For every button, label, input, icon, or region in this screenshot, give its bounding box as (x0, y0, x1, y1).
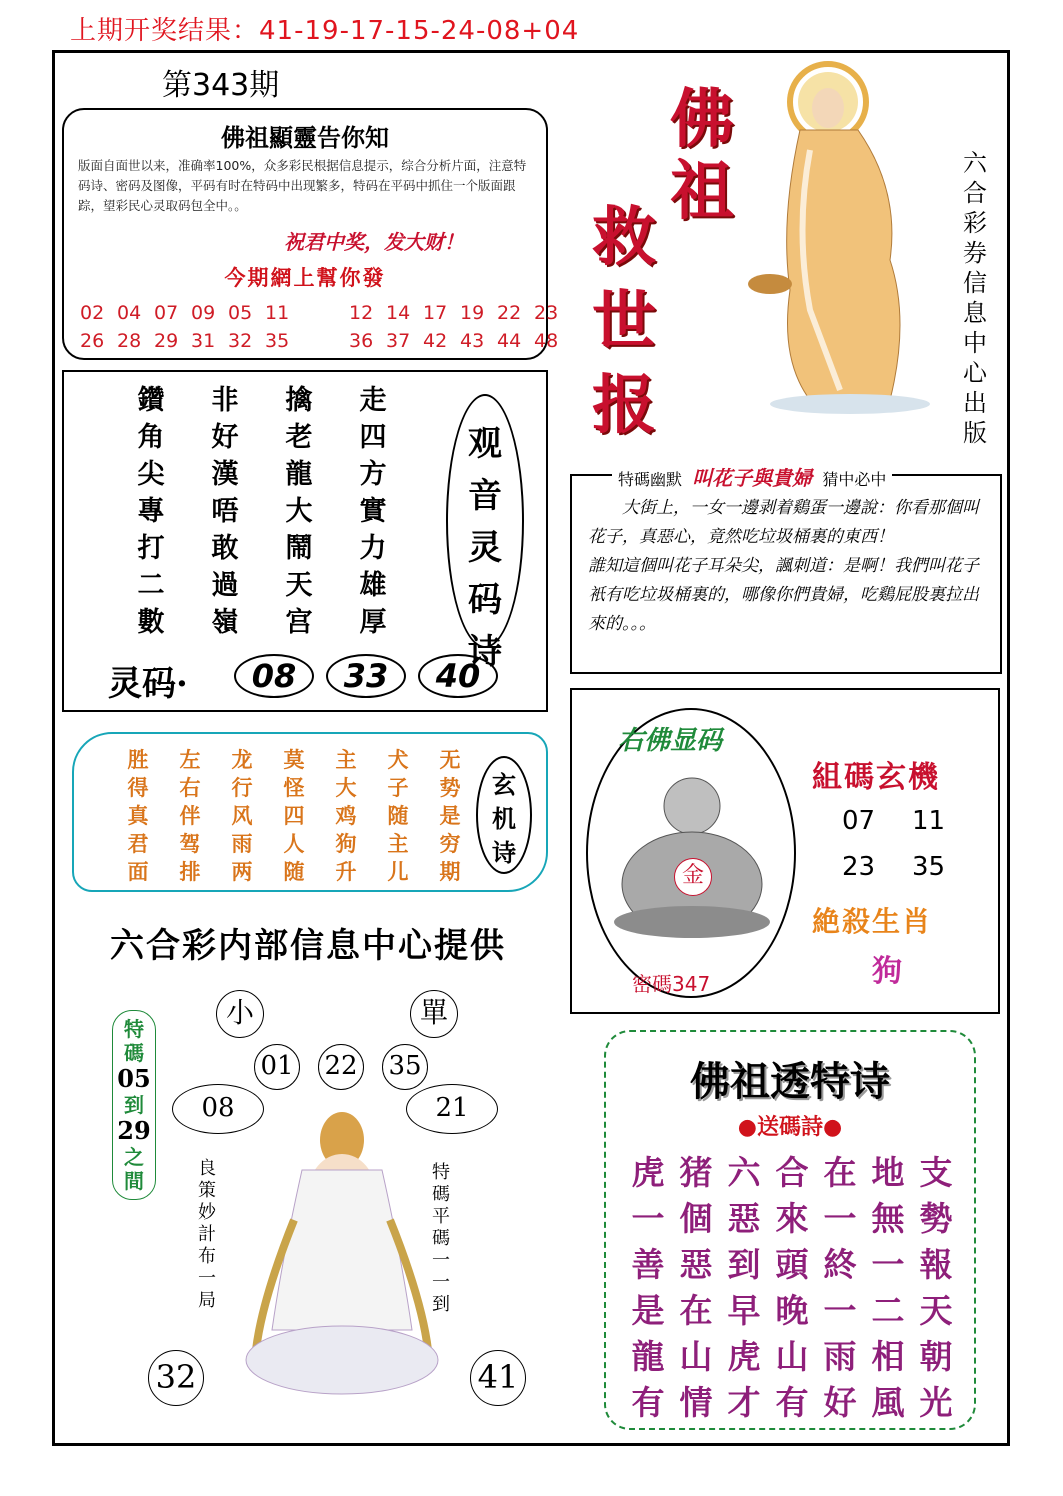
guanyin-title (448, 418, 522, 678)
tts-char: 善 (631, 1245, 665, 1284)
xuanji-char: 穷 (439, 831, 461, 856)
xuanji-char: 犬 (387, 747, 409, 772)
xuanji-char: 无 (439, 747, 461, 772)
tts-char: 在 (679, 1291, 713, 1330)
number-circle: 01 (254, 1044, 300, 1090)
number-circle: 41 (470, 1350, 526, 1406)
number-circle: 22 (318, 1044, 364, 1090)
xuanji-title-char: 诗 (492, 839, 516, 867)
tts-char: 勢 (919, 1199, 953, 1238)
poem-char: 專 (137, 496, 165, 527)
title-char: 世 (592, 284, 656, 359)
tts-subtitle: ●送碼詩● (737, 1115, 843, 1140)
ling-ma-number: 08 (234, 654, 314, 698)
side-right-char: 到 (432, 1294, 450, 1315)
tts-char: 支 (919, 1153, 953, 1192)
humor-paragraph: 大街上，一女一邊剥着鷄蛋一邊說：你看那個叫花子，真惡心，竟然吃垃圾桶裏的東西！ (588, 498, 979, 547)
num: 22 (497, 302, 522, 324)
tts-char: 才 (727, 1383, 761, 1422)
xuanji-char: 两 (231, 859, 253, 884)
publisher-char: 六 (963, 149, 987, 177)
side-right-char: 一 (432, 1272, 450, 1293)
poem-char: 四 (359, 422, 387, 453)
poem-char: 老 (285, 422, 313, 453)
tts-char: 合 (775, 1153, 809, 1192)
humor-title (612, 462, 892, 491)
publisher-char: 息 (963, 299, 987, 327)
tts-char: 個 (679, 1199, 713, 1238)
jusha-value: 狗 (872, 954, 902, 989)
wish-text: 祝君中奖，发大财！ (284, 230, 464, 254)
poem-char: 數 (137, 607, 165, 638)
num: 48 (534, 330, 559, 352)
publisher-char: 券 (963, 239, 987, 267)
side-left-char: 良 (198, 1158, 216, 1179)
te-ma-start: 05 (117, 1064, 151, 1093)
te-ma-end: 29 (117, 1116, 151, 1145)
poem-char: 唔 (211, 496, 239, 527)
xuanji-title-char: 玄 (492, 771, 516, 799)
xuanji-char: 行 (231, 775, 253, 800)
tts-char: 報 (919, 1245, 953, 1284)
xuanji-char: 鸡 (335, 803, 357, 828)
tts-grid (624, 1150, 960, 1426)
xuanji-char: 伴 (179, 803, 201, 828)
tts-char: 一 (823, 1199, 857, 1238)
tts-char: 龍 (631, 1337, 665, 1376)
poem-char: 好 (211, 422, 239, 453)
side-right-char: 一 (432, 1250, 450, 1271)
poem-char: 擒 (285, 385, 313, 416)
ling-ma-number: 40 (418, 654, 498, 698)
poem-char: 漢 (211, 459, 239, 490)
num: 17 (423, 302, 448, 324)
poem-char: 敢 (211, 533, 239, 564)
publisher-char: 心 (963, 359, 987, 387)
num: 44 (497, 330, 522, 352)
num: 07 (154, 302, 179, 324)
side-right-char: 特 (432, 1162, 450, 1183)
humor-story-title: 叫花子與貴婦 (692, 466, 813, 490)
title-jiushibao (584, 196, 664, 448)
num: 19 (460, 302, 485, 324)
buddha-oval (586, 708, 796, 998)
tts-char: 是 (631, 1291, 665, 1330)
num: 04 (117, 302, 142, 324)
humor-box (570, 466, 1002, 674)
tts-char: 無 (871, 1199, 905, 1238)
issue-number: 第343期 (162, 68, 280, 103)
num: 05 (228, 302, 253, 324)
xuanji-title-char: 机 (492, 805, 516, 833)
side-text-right (430, 1162, 452, 1316)
tts-char: 六 (727, 1153, 761, 1192)
side-right-char: 碼 (432, 1184, 450, 1205)
xuanji-char: 得 (127, 775, 149, 800)
side-left-char: 一 (198, 1268, 216, 1289)
te-ma-char: 特 (124, 1017, 144, 1041)
poem-char: 雄 (359, 570, 387, 601)
poem-char: 宫 (285, 607, 313, 638)
buddha-arc-title: 右佛显码 (618, 726, 723, 756)
zuma-num: 23 (842, 852, 876, 882)
poem-char: 嶺 (211, 607, 239, 638)
publisher-char: 版 (963, 419, 987, 447)
tts-char: 惡 (727, 1199, 761, 1238)
num: 31 (191, 330, 216, 352)
tts-char: 一 (631, 1199, 665, 1238)
tts-char: 早 (727, 1291, 761, 1330)
jusha-title: 絶殺生肖 (812, 905, 933, 938)
tts-char: 終 (823, 1245, 857, 1284)
te-ma-char: 到 (124, 1093, 144, 1117)
tts-char: 朝 (919, 1337, 953, 1376)
side-left-char: 妙 (198, 1202, 216, 1223)
num: 14 (386, 302, 411, 324)
num: 11 (265, 302, 290, 324)
zuma-num: 35 (912, 852, 946, 882)
num: 26 (80, 330, 105, 352)
xuanji-char: 大 (335, 775, 357, 800)
title-char: 祖 (670, 154, 734, 229)
side-left-char: 布 (198, 1246, 216, 1267)
xuanji-grid (112, 746, 476, 886)
tts-char: 光 (919, 1383, 953, 1422)
guanyin-standing-image (740, 60, 950, 420)
poem-char: 力 (359, 533, 387, 564)
publisher-vertical (958, 148, 992, 448)
xuanji-char: 莫 (283, 747, 305, 772)
notice-title: 佛祖顯靈告你知 (221, 123, 389, 152)
poem-char: 天 (285, 570, 313, 601)
zuma-numbers (842, 798, 982, 890)
xuanji-char: 胜 (127, 747, 149, 772)
tts-char: 山 (775, 1337, 809, 1376)
num: 28 (117, 330, 142, 352)
zuma-title: 組碼玄機 (812, 760, 940, 795)
guanyin-title-char: 码 (468, 580, 502, 620)
guanyin-title-char: 观 (468, 424, 502, 464)
te-ma-char: 之 (124, 1145, 144, 1169)
side-right-char: 平 (432, 1206, 450, 1227)
side-left-char: 局 (198, 1290, 216, 1311)
notice-box (62, 108, 559, 360)
tts-char: 情 (679, 1383, 713, 1422)
tts-char: 地 (871, 1153, 905, 1192)
num: 36 (349, 330, 374, 352)
xuanji-char: 是 (439, 803, 461, 828)
xuanji-char: 势 (439, 775, 461, 800)
tts-char: 風 (871, 1383, 905, 1422)
xuanji-char: 真 (127, 803, 149, 828)
poem-char: 角 (137, 422, 165, 453)
xuanji-char: 左 (179, 747, 201, 772)
poem-char: 實 (359, 496, 387, 527)
xuanji-char: 四 (283, 803, 305, 828)
tts-char: 來 (775, 1199, 809, 1238)
tts-char: 虎 (727, 1337, 761, 1376)
tts-char: 虎 (631, 1153, 665, 1192)
te-ma-range (112, 1010, 156, 1200)
te-ma-char: 碼 (124, 1041, 144, 1065)
last-result (70, 10, 579, 47)
tts-char: 有 (775, 1383, 809, 1422)
tts-char: 猪 (679, 1153, 713, 1192)
xuanji-char: 升 (335, 859, 357, 884)
poem-char: 過 (211, 570, 239, 601)
tts-title: 佛祖透特诗 (690, 1058, 890, 1105)
poem-char: 二 (137, 570, 165, 601)
xuanji-char: 主 (335, 747, 357, 772)
xuanji-char: 怪 (283, 775, 305, 800)
tts-char: 好 (823, 1383, 857, 1422)
side-right-char: 碼 (432, 1228, 450, 1249)
poem-char: 鑽 (137, 385, 165, 416)
num: 29 (154, 330, 179, 352)
side-left-char: 計 (198, 1224, 216, 1245)
poem-char: 鬧 (285, 533, 313, 564)
tts-char: 山 (679, 1337, 713, 1376)
tts-char: 到 (727, 1245, 761, 1284)
side-text-left (196, 1158, 218, 1312)
publisher-char: 合 (963, 179, 987, 207)
number-circle: 35 (382, 1044, 428, 1090)
poem-char: 大 (285, 496, 313, 527)
xuanji-char: 君 (127, 831, 149, 856)
tts-char: 晚 (775, 1291, 809, 1330)
guanyin-title-char: 音 (468, 476, 502, 516)
num: 43 (460, 330, 485, 352)
te-ma-char: 間 (124, 1169, 144, 1193)
net-title: 今期網上幫你發 (224, 265, 386, 290)
xuanji-char: 随 (387, 803, 409, 828)
number-row-2 (80, 330, 571, 352)
zuma-num: 11 (912, 806, 946, 836)
humor-label: 特碼幽默 (618, 470, 683, 489)
humor-hint: 猜中必中 (822, 470, 887, 489)
side-left-char: 策 (198, 1180, 216, 1201)
tts-char: 一 (871, 1245, 905, 1284)
last-result-label: 上期开奖结果： (70, 16, 260, 46)
secret-code: 密碼347 (632, 972, 711, 996)
tou-te-shi-box (604, 1030, 976, 1430)
guanyin-seated-image (232, 1100, 452, 1400)
poem-char: 龍 (285, 459, 313, 490)
poem-char: 打 (137, 533, 165, 564)
publisher-char: 信 (963, 269, 987, 297)
tts-char: 頭 (775, 1245, 809, 1284)
last-result-value: 41-19-17-15-24-08+04 (259, 16, 580, 46)
xuanji-char: 风 (231, 803, 253, 828)
humor-body (588, 494, 990, 639)
tts-char: 雨 (823, 1337, 857, 1376)
poem-char: 尖 (137, 459, 165, 490)
xuanji-char: 面 (127, 859, 149, 884)
small-badge: 小 (216, 990, 264, 1038)
zuma-num: 07 (842, 806, 876, 836)
guanyin-title-oval (446, 394, 524, 672)
publisher-char: 中 (963, 329, 987, 357)
num: 12 (349, 302, 374, 324)
tts-char: 惡 (679, 1245, 713, 1284)
num: 35 (265, 330, 290, 352)
num: 23 (534, 302, 559, 324)
xuanji-char: 主 (387, 831, 409, 856)
tts-char: 天 (919, 1291, 953, 1330)
buddha-box (570, 688, 1000, 1014)
poem-char: 走 (359, 385, 387, 416)
num: 02 (80, 302, 105, 324)
number-circle: 21 (406, 1084, 498, 1134)
number-row-1 (80, 302, 571, 324)
num: 37 (386, 330, 411, 352)
ling-ma-number: 33 (326, 654, 406, 698)
num: 09 (191, 302, 216, 324)
number-circle: 08 (172, 1084, 264, 1134)
single-badge: 單 (410, 990, 458, 1038)
laughing-buddha-image (610, 772, 774, 942)
tts-char: 在 (823, 1153, 857, 1192)
humor-paragraph: 誰知這個叫花子耳朵尖，諷刺道：是啊！我們叫花子衹有吃垃圾桶裏的，哪像你們貴婦，吃鷄屁股裏拉出來的。。。 (588, 556, 979, 634)
title-char: 报 (592, 368, 656, 443)
tts-char: 有 (631, 1383, 665, 1422)
guanyin-title-char: 诗 (468, 632, 502, 672)
title-char: 救 (592, 200, 656, 275)
xuanji-char: 雨 (231, 831, 253, 856)
tts-char: 一 (823, 1291, 857, 1330)
xuanji-char: 右 (179, 775, 201, 800)
xuanji-scroll (72, 732, 548, 892)
poem-char: 非 (211, 385, 239, 416)
xuanji-char: 驾 (179, 831, 201, 856)
tts-char: 相 (871, 1337, 905, 1376)
publisher-char: 彩 (963, 209, 987, 237)
publisher-char: 出 (963, 389, 987, 417)
notice-body: 版面自面世以来，准确率100%，众多彩民根据信息提示，综合分析片面，注意特码诗、密码及图像，平码有时在特码中出现繁多，特码在平码中抓住一个版面跟踪，望彩民心灵取码包全中。。 (78, 158, 527, 213)
tts-char: 二 (871, 1291, 905, 1330)
xuanji-char: 人 (283, 831, 305, 856)
xuanji-char: 期 (439, 859, 461, 884)
provider-text: 六合彩内部信息中心提供 (110, 926, 506, 966)
title-fozu (662, 84, 742, 228)
poem-char: 方 (359, 459, 387, 490)
title-char: 佛 (670, 82, 734, 157)
poem-grid (114, 382, 410, 641)
poem-char: 厚 (359, 607, 387, 638)
poem-box (62, 370, 548, 712)
gold-badge: 金 (674, 858, 712, 896)
xuanji-title (476, 756, 532, 874)
num: 32 (228, 330, 253, 352)
xuanji-char: 龙 (231, 747, 253, 772)
xuanji-char: 狗 (335, 831, 357, 856)
xuanji-char: 随 (283, 859, 305, 884)
num: 42 (423, 330, 448, 352)
ling-ma-label: 灵码· (108, 664, 188, 704)
xuanji-char: 排 (179, 859, 201, 884)
number-circle: 32 (148, 1350, 204, 1406)
xuanji-char: 子 (387, 775, 409, 800)
guanyin-title-char: 灵 (468, 528, 502, 568)
xuanji-char: 儿 (387, 859, 409, 884)
